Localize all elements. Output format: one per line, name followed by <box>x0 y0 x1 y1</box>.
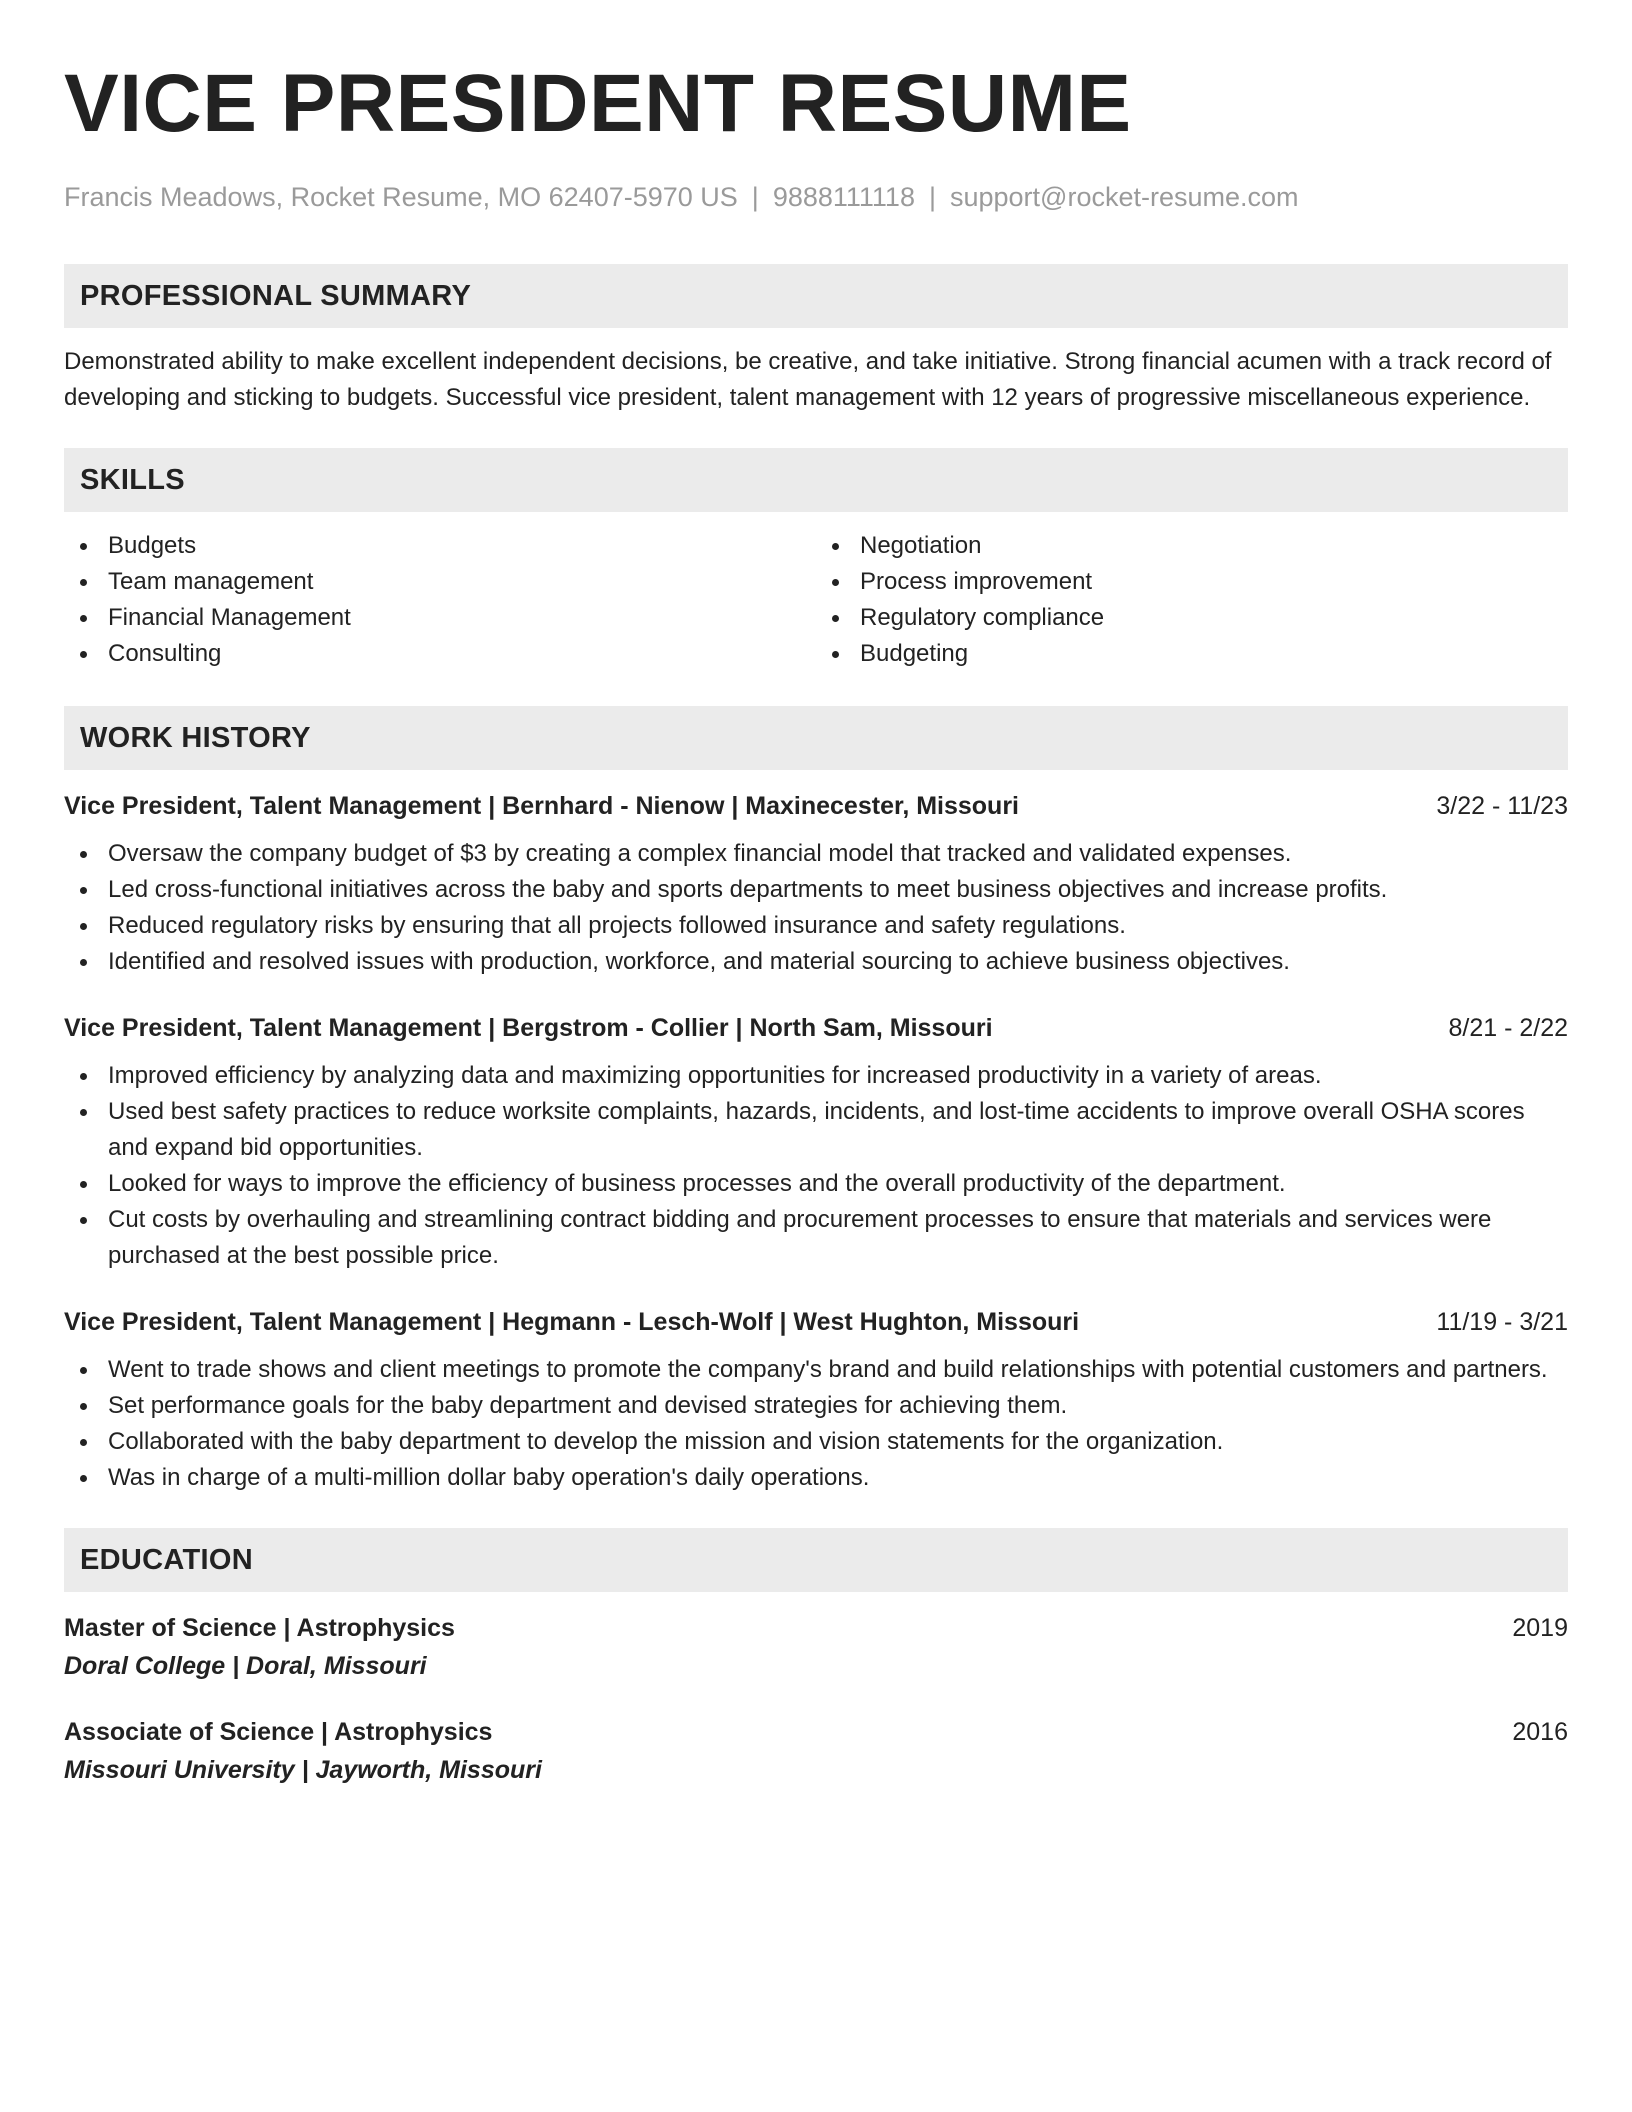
work-history-section <box>64 706 1568 1496</box>
skill-item: Budgeting <box>860 636 1568 672</box>
job-header <box>64 1010 1568 1046</box>
contact-line <box>64 180 1568 214</box>
job-bullet: Reduced regulatory risks by ensuring that all projects followed insurance and safety regulations. <box>108 908 1568 944</box>
education-heading: EDUCATION <box>64 1528 1568 1592</box>
contact-phone: 9888111118 <box>772 182 915 212</box>
job-entry <box>64 1010 1568 1274</box>
education-header <box>64 1714 1568 1750</box>
education-degree: Master of Science | Astrophysics <box>64 1614 455 1642</box>
work-history-heading: WORK HISTORY <box>64 706 1568 770</box>
job-bullet: Led cross-functional initiatives across the baby and sports departments to meet business objectives and increase profits. <box>108 872 1568 908</box>
education-entry <box>64 1714 1568 1788</box>
education-year: 2016 <box>1512 1718 1568 1746</box>
job-bullet: Improved efficiency by analyzing data and maximizing opportunities for increased productivity in a variety of areas. <box>108 1058 1568 1094</box>
job-header <box>64 788 1568 824</box>
skills-grid <box>64 528 1568 672</box>
skills-column-left <box>64 528 816 672</box>
education-school: Missouri University | Jayworth, Missouri <box>64 1756 542 1784</box>
job-dates: 11/19 - 3/21 <box>1436 1308 1568 1336</box>
contact-email: support@rocket-resume.com <box>949 182 1299 212</box>
education-school: Doral College | Doral, Missouri <box>64 1652 427 1680</box>
job-bullet: Oversaw the company budget of $3 by creating a complex financial model that tracked and validated expenses. <box>108 836 1568 872</box>
skill-item: Consulting <box>108 636 816 672</box>
resume-title: VICE PRESIDENT RESUME <box>64 58 1132 149</box>
job-bullet: Set performance goals for the baby department and devised strategies for achieving them. <box>108 1388 1568 1424</box>
job-bullet: Cut costs by overhauling and streamlining contract bidding and procurement processes to ensure that materials and services were purchased at the best possible price. <box>108 1202 1568 1274</box>
job-bullets <box>64 836 1568 980</box>
job-bullet: Identified and resolved issues with production, workforce, and material sourcing to achieve business objectives. <box>108 944 1568 980</box>
skill-item: Budgets <box>108 528 816 564</box>
skill-item: Negotiation <box>860 528 1568 564</box>
skill-item: Financial Management <box>108 600 816 636</box>
education-section <box>64 1528 1568 1788</box>
skills-section <box>64 448 1568 672</box>
summary-text: Demonstrated ability to make excellent independent decisions, be creative, and take initiative. Strong financial acumen with a track record of developing and sticking to budgets. Successful vice president, talent management with 12 years of progressive miscellaneous experience. <box>64 348 1552 411</box>
skills-heading: SKILLS <box>64 448 1568 512</box>
job-bullet: Went to trade shows and client meetings to promote the company's brand and build relationships with potential customers and partners. <box>108 1352 1568 1388</box>
job-bullet: Used best safety practices to reduce worksite complaints, hazards, incidents, and lost-time accidents to improve overall OSHA scores and expand bid opportunities. <box>108 1094 1568 1166</box>
job-entry <box>64 1304 1568 1496</box>
job-header <box>64 1304 1568 1340</box>
job-dates: 8/21 - 2/22 <box>1448 1014 1568 1042</box>
job-bullet: Was in charge of a multi-million dollar baby operation's daily operations. <box>108 1460 1568 1496</box>
education-header <box>64 1610 1568 1646</box>
job-title: Vice President, Talent Management | Bernhard - Nienow | Maxinecester, Missouri <box>64 792 1020 820</box>
job-dates: 3/22 - 11/23 <box>1436 792 1568 820</box>
summary-heading: PROFESSIONAL SUMMARY <box>64 264 1568 328</box>
contact-separator: | <box>928 182 936 212</box>
education-degree: Associate of Science | Astrophysics <box>64 1718 493 1746</box>
job-entry <box>64 788 1568 980</box>
job-title: Vice President, Talent Management | Hegmann - Lesch-Wolf | West Hughton, Missouri <box>64 1308 1080 1336</box>
job-title: Vice President, Talent Management | Bergstrom - Collier | North Sam, Missouri <box>64 1014 993 1042</box>
job-bullet: Looked for ways to improve the efficiency of business processes and the overall productivity of the department. <box>108 1166 1568 1202</box>
job-bullet: Collaborated with the baby department to develop the mission and vision statements for the organization. <box>108 1424 1568 1460</box>
skill-item: Team management <box>108 564 816 600</box>
skill-item: Regulatory compliance <box>860 600 1568 636</box>
education-entry <box>64 1610 1568 1684</box>
job-bullets <box>64 1352 1568 1496</box>
job-bullets <box>64 1058 1568 1274</box>
contact-separator: | <box>751 182 759 212</box>
skill-item: Process improvement <box>860 564 1568 600</box>
education-year: 2019 <box>1512 1614 1568 1642</box>
skills-column-right <box>816 528 1568 672</box>
summary-section <box>64 264 1568 416</box>
contact-address: Francis Meadows, Rocket Resume, MO 62407-5970 US <box>64 182 738 212</box>
